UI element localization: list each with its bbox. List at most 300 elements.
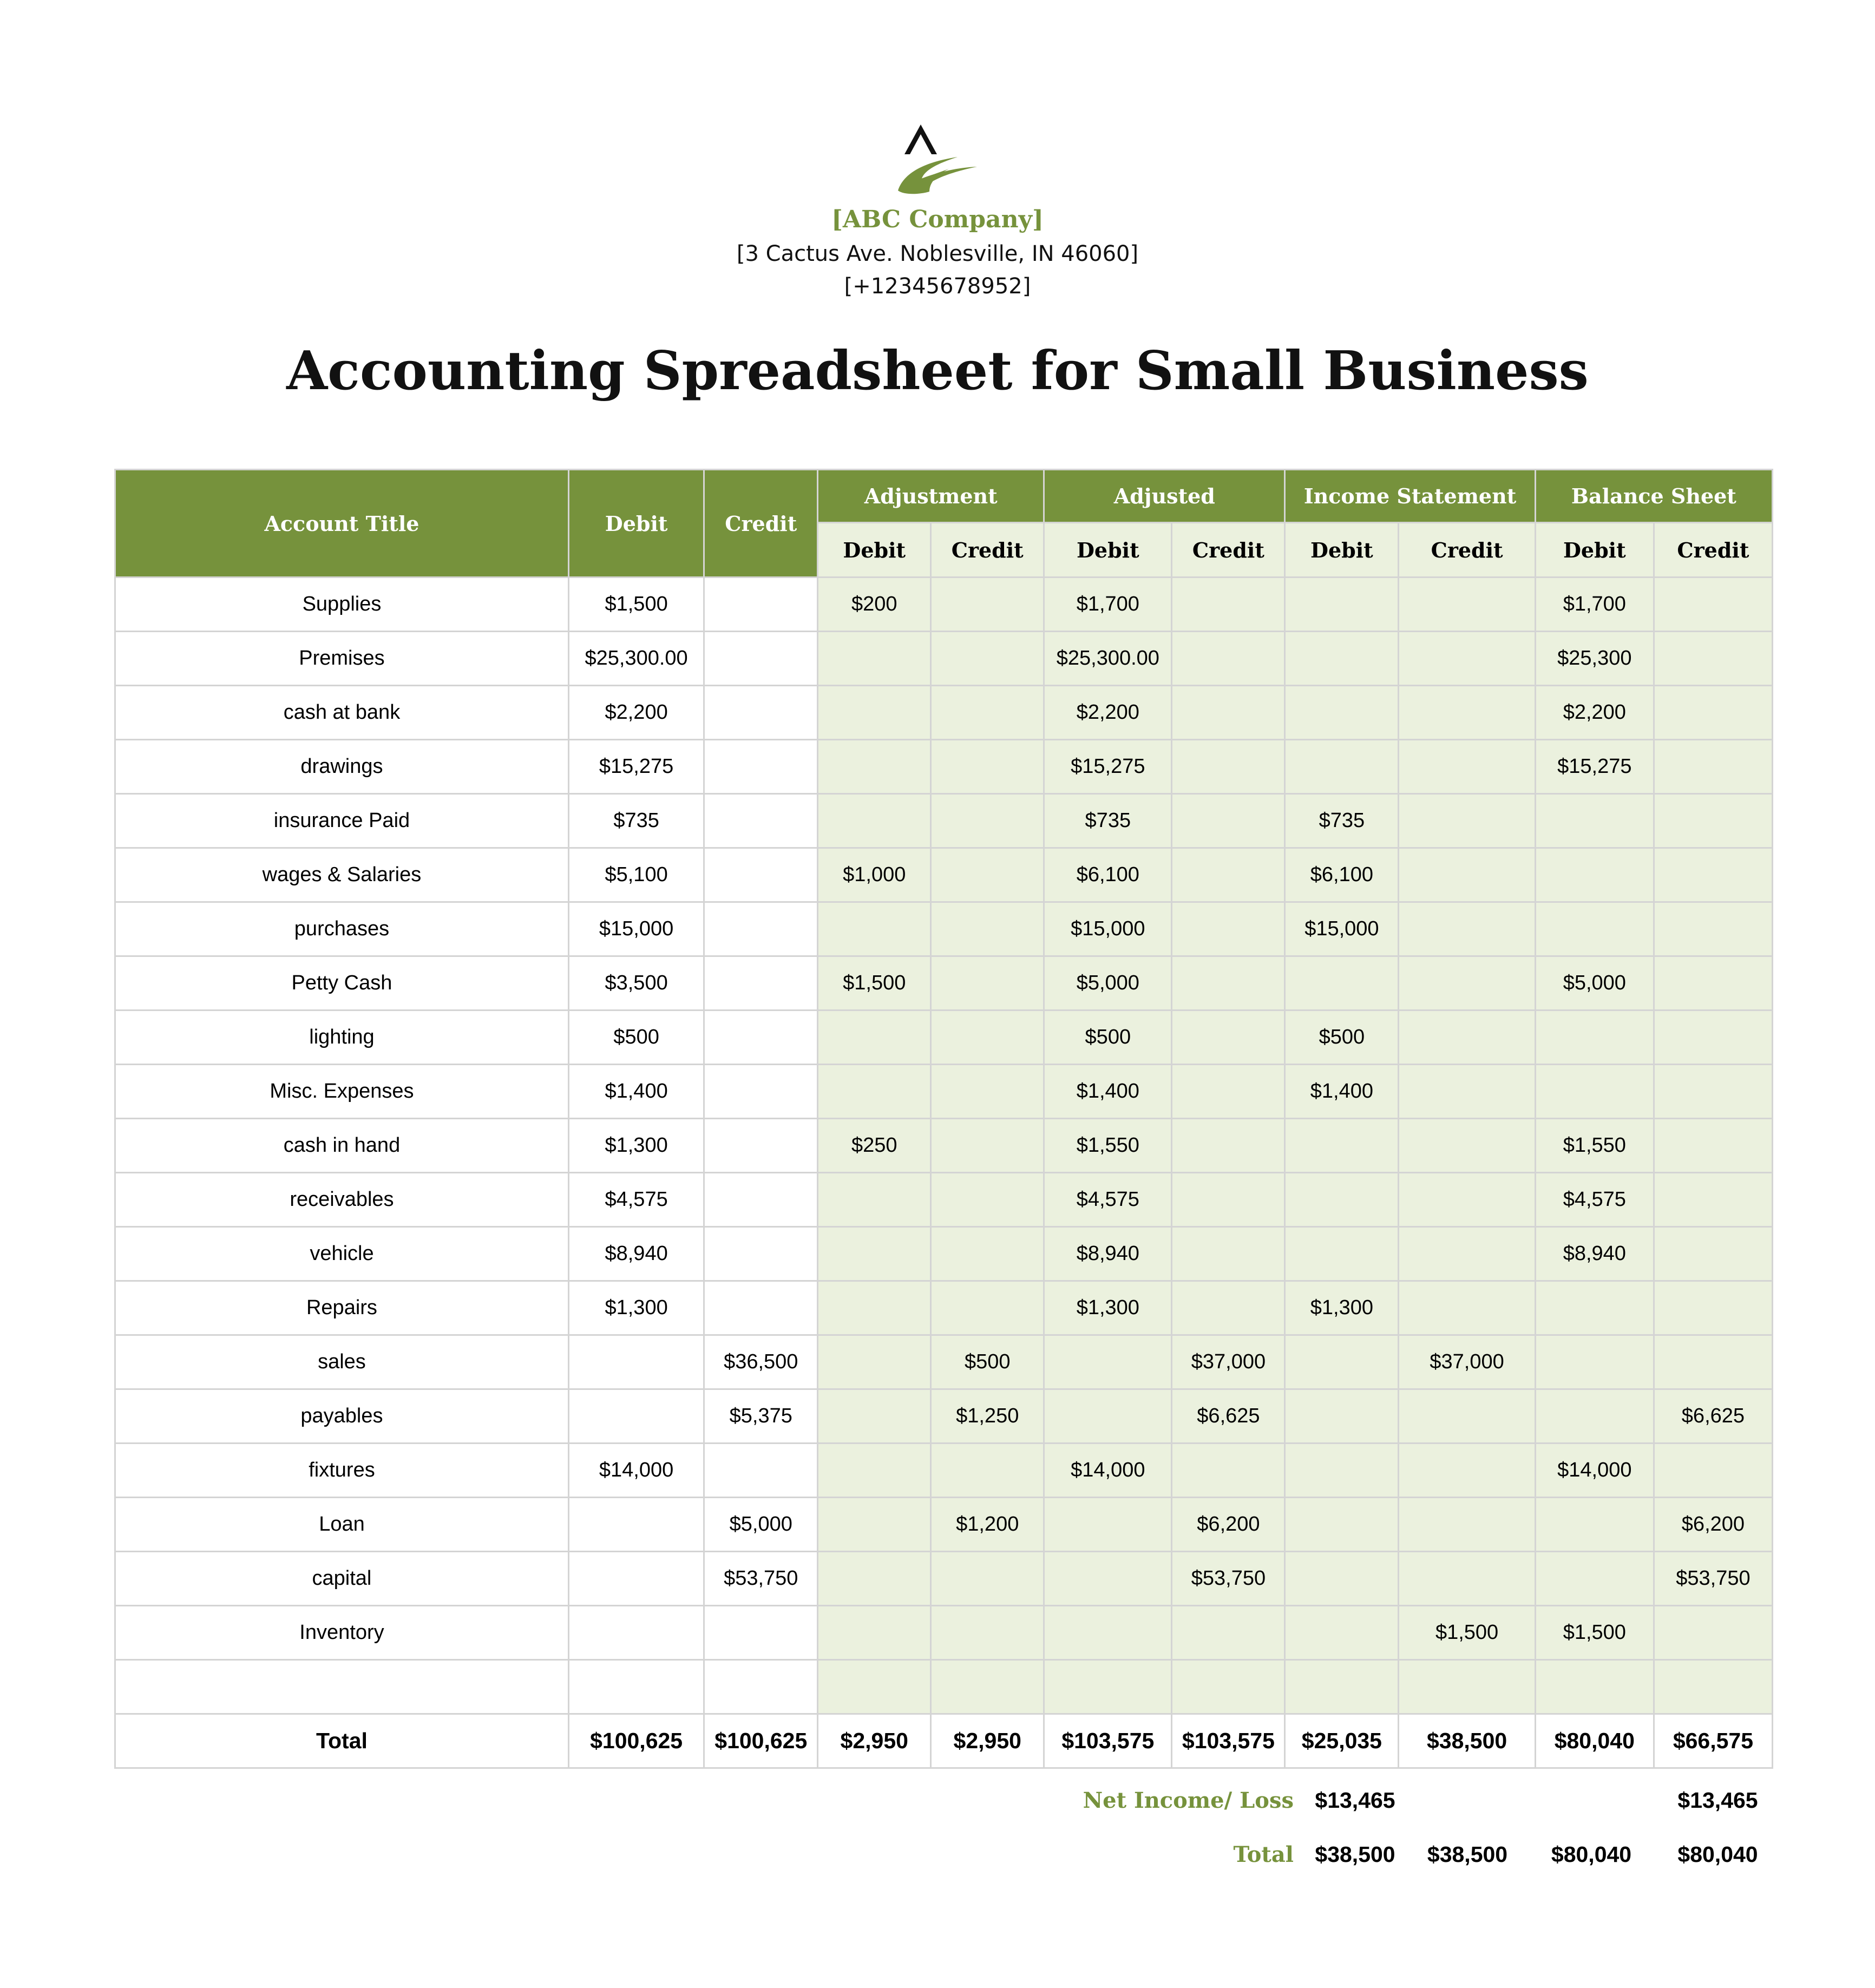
amount-cell: $500: [1285, 1011, 1399, 1065]
amount-cell: [704, 1173, 818, 1227]
amount-cell: $15,275: [1044, 740, 1172, 794]
amount-cell: $500: [931, 1335, 1044, 1389]
amount-cell: [1654, 1606, 1772, 1660]
account-title-cell: payables: [115, 1389, 569, 1444]
amount-cell: [931, 902, 1044, 956]
amount-cell: [1654, 1173, 1772, 1227]
amount-cell: $15,000: [568, 902, 704, 956]
amount-cell: [1654, 1065, 1772, 1119]
amount-cell: $2,200: [568, 686, 704, 740]
summary-total-value: $80,040: [1551, 1841, 1632, 1867]
amount-cell: [818, 1606, 931, 1660]
company-phone: [+12345678952]: [844, 274, 1031, 299]
amount-cell: $8,940: [568, 1227, 704, 1281]
amount-cell: [818, 1335, 931, 1389]
total-cell: $103,575: [1044, 1714, 1172, 1768]
amount-cell: [704, 578, 818, 632]
amount-cell: [1044, 1552, 1172, 1606]
page-title: Accounting Spreadsheet for Small Business: [286, 340, 1589, 402]
amount-cell: $1,500: [818, 956, 931, 1011]
amount-cell: [1399, 1552, 1535, 1606]
amount-cell: [704, 1119, 818, 1173]
amount-cell: [704, 1011, 818, 1065]
amount-cell: $1,400: [1044, 1065, 1172, 1119]
amount-cell: $53,750: [1172, 1552, 1285, 1606]
account-title-cell: Misc. Expenses: [115, 1065, 569, 1119]
amount-cell: $1,300: [1285, 1281, 1399, 1335]
amount-cell: [1654, 902, 1772, 956]
amount-cell: [931, 1065, 1044, 1119]
total-label: Total: [115, 1714, 569, 1768]
amount-cell: $5,000: [704, 1498, 818, 1552]
amount-cell: [1172, 1281, 1285, 1335]
amount-cell: [1172, 848, 1285, 902]
amount-cell: $735: [568, 794, 704, 848]
header-balance-sheet: Balance Sheet: [1535, 470, 1772, 523]
amount-cell: $8,940: [1044, 1227, 1172, 1281]
header-adjustment-debit: Debit: [818, 523, 931, 578]
amount-cell: [1172, 794, 1285, 848]
table-row: [115, 1660, 1773, 1714]
header-account-title: Account Title: [115, 470, 569, 578]
total-cell: $38,500: [1399, 1714, 1535, 1768]
amount-cell: [1399, 1011, 1535, 1065]
amount-cell: $1,300: [568, 1119, 704, 1173]
amount-cell: [931, 848, 1044, 902]
amount-cell: $1,500: [1399, 1606, 1535, 1660]
header-adjustment-credit: Credit: [931, 523, 1044, 578]
amount-cell: $6,625: [1654, 1389, 1772, 1444]
amount-cell: $1,500: [1535, 1606, 1654, 1660]
amount-cell: [1285, 1389, 1399, 1444]
amount-cell: $200: [818, 578, 931, 632]
table-body: [115, 578, 1773, 1768]
table-row: [115, 632, 1773, 686]
amount-cell: [1654, 578, 1772, 632]
amount-cell: [1399, 1065, 1535, 1119]
amount-cell: [1535, 1389, 1654, 1444]
amount-cell: [1535, 1011, 1654, 1065]
amount-cell: $3,500: [568, 956, 704, 1011]
account-title-cell: wages & Salaries: [115, 848, 569, 902]
amount-cell: [1535, 1281, 1654, 1335]
header-balance-credit: Credit: [1654, 523, 1772, 578]
header-adjustment: Adjustment: [818, 470, 1044, 523]
amount-cell: [1399, 902, 1535, 956]
amount-cell: $1,400: [1285, 1065, 1399, 1119]
amount-cell: [818, 1552, 931, 1606]
amount-cell: [1399, 1444, 1535, 1498]
summary-total-value: $80,040: [1677, 1841, 1758, 1867]
amount-cell: [1535, 1552, 1654, 1606]
amount-cell: [931, 1552, 1044, 1606]
amount-cell: [1285, 578, 1399, 632]
amount-cell: $1,300: [568, 1281, 704, 1335]
amount-cell: [931, 1606, 1044, 1660]
amount-cell: [1654, 686, 1772, 740]
amount-cell: [931, 632, 1044, 686]
account-title-cell: Inventory: [115, 1606, 569, 1660]
amount-cell: [818, 1281, 931, 1335]
amount-cell: [1172, 1173, 1285, 1227]
amount-cell: $1,000: [818, 848, 931, 902]
amount-cell: $14,000: [568, 1444, 704, 1498]
amount-cell: [818, 1173, 931, 1227]
amount-cell: [1285, 632, 1399, 686]
header-adjusted-credit: Credit: [1172, 523, 1285, 578]
amount-cell: [1654, 1281, 1772, 1335]
amount-cell: [1172, 1606, 1285, 1660]
account-title-cell: purchases: [115, 902, 569, 956]
net-income-label: Net Income/ Loss: [1083, 1787, 1294, 1813]
amount-cell: [1399, 1119, 1535, 1173]
amount-cell: $5,000: [1535, 956, 1654, 1011]
amount-cell: [818, 794, 931, 848]
amount-cell: [1399, 1281, 1535, 1335]
amount-cell: [1172, 1444, 1285, 1498]
amount-cell: [1285, 1335, 1399, 1389]
account-title-cell: sales: [115, 1335, 569, 1389]
amount-cell: $6,200: [1654, 1498, 1772, 1552]
amount-cell: [1535, 902, 1654, 956]
account-title-cell: cash at bank: [115, 686, 569, 740]
company-address: [3 Cactus Ave. Noblesville, IN 46060]: [736, 241, 1139, 266]
account-title-cell: insurance Paid: [115, 794, 569, 848]
table-row: [115, 1065, 1773, 1119]
amount-cell: [1172, 1119, 1285, 1173]
table-row: [115, 1011, 1773, 1065]
amount-cell: [818, 1498, 931, 1552]
amount-cell: $1,550: [1044, 1119, 1172, 1173]
amount-cell: [931, 578, 1044, 632]
table-row: [115, 1606, 1773, 1660]
table-row: [115, 1173, 1773, 1227]
amount-cell: $5,100: [568, 848, 704, 902]
amount-cell: [931, 956, 1044, 1011]
amount-cell: [1654, 1335, 1772, 1389]
table-row: [115, 1389, 1773, 1444]
amount-cell: $14,000: [1535, 1444, 1654, 1498]
amount-cell: [1654, 1011, 1772, 1065]
amount-cell: [1172, 632, 1285, 686]
amount-cell: [568, 1552, 704, 1606]
amount-cell: [1399, 686, 1535, 740]
header-adjusted-debit: Debit: [1044, 523, 1172, 578]
amount-cell: $6,200: [1172, 1498, 1285, 1552]
amount-cell: $4,575: [1535, 1173, 1654, 1227]
net-income-value: $13,465: [1315, 1787, 1395, 1813]
table-row: [115, 1552, 1773, 1606]
amount-cell: $53,750: [704, 1552, 818, 1606]
amount-cell: $1,700: [1535, 578, 1654, 632]
amount-cell: [704, 902, 818, 956]
amount-cell: [931, 1660, 1044, 1714]
amount-cell: [818, 740, 931, 794]
amount-cell: $53,750: [1654, 1552, 1772, 1606]
amount-cell: $15,000: [1044, 902, 1172, 956]
amount-cell: [1654, 848, 1772, 902]
table-row: [115, 578, 1773, 632]
table-row: [115, 1498, 1773, 1552]
amount-cell: $37,000: [1399, 1335, 1535, 1389]
amount-cell: [704, 1281, 818, 1335]
table-row: [115, 686, 1773, 740]
amount-cell: [931, 1281, 1044, 1335]
amount-cell: [1285, 1444, 1399, 1498]
amount-cell: [1399, 1660, 1535, 1714]
amount-cell: [818, 902, 931, 956]
total-cell: $80,040: [1535, 1714, 1654, 1768]
amount-cell: [1285, 1660, 1399, 1714]
amount-cell: [1654, 1660, 1772, 1714]
total-cell: $100,625: [704, 1714, 818, 1768]
amount-cell: [1399, 740, 1535, 794]
account-title-cell: drawings: [115, 740, 569, 794]
amount-cell: [704, 740, 818, 794]
amount-cell: [1535, 794, 1654, 848]
amount-cell: [1285, 1227, 1399, 1281]
amount-cell: [1399, 848, 1535, 902]
header-balance-debit: Debit: [1535, 523, 1654, 578]
account-title-cell: Supplies: [115, 578, 569, 632]
amount-cell: [1044, 1389, 1172, 1444]
amount-cell: [1172, 1660, 1285, 1714]
total-cell: $2,950: [818, 1714, 931, 1768]
amount-cell: [1654, 1444, 1772, 1498]
amount-cell: $25,300.00: [1044, 632, 1172, 686]
amount-cell: [931, 1011, 1044, 1065]
summary-total-value: $38,500: [1427, 1841, 1508, 1867]
amount-cell: [1285, 1606, 1399, 1660]
account-title-cell: cash in hand: [115, 1119, 569, 1173]
amount-cell: [1399, 632, 1535, 686]
amount-cell: [704, 686, 818, 740]
amount-cell: [704, 1065, 818, 1119]
amount-cell: $1,300: [1044, 1281, 1172, 1335]
amount-cell: $500: [568, 1011, 704, 1065]
amount-cell: $25,300.00: [568, 632, 704, 686]
amount-cell: $36,500: [704, 1335, 818, 1389]
amount-cell: [1285, 1498, 1399, 1552]
amount-cell: [818, 1444, 931, 1498]
net-income-value: [1524, 1773, 1659, 1827]
total-cell: $103,575: [1172, 1714, 1285, 1768]
amount-cell: [1172, 1011, 1285, 1065]
total-cell: $2,950: [931, 1714, 1044, 1768]
amount-cell: $1,500: [568, 578, 704, 632]
amount-cell: [568, 1335, 704, 1389]
amount-cell: [931, 1227, 1044, 1281]
amount-cell: $8,940: [1535, 1227, 1654, 1281]
amount-cell: $1,700: [1044, 578, 1172, 632]
table-row: [115, 1444, 1773, 1498]
amount-cell: [704, 1227, 818, 1281]
account-title-cell: fixtures: [115, 1444, 569, 1498]
amount-cell: [1535, 1065, 1654, 1119]
amount-cell: [1535, 1660, 1654, 1714]
amount-cell: $735: [1285, 794, 1399, 848]
account-title-cell: vehicle: [115, 1227, 569, 1281]
table-row: [115, 902, 1773, 956]
amount-cell: [931, 1173, 1044, 1227]
amount-cell: [704, 1606, 818, 1660]
amount-cell: $250: [818, 1119, 931, 1173]
header-credit: Credit: [704, 470, 818, 578]
header-row-groups: [115, 470, 1773, 523]
amount-cell: [1654, 794, 1772, 848]
summary-total-row: [1072, 1827, 1776, 1881]
header-adjusted: Adjusted: [1044, 470, 1285, 523]
amount-cell: [931, 686, 1044, 740]
amount-cell: [1535, 1335, 1654, 1389]
amount-cell: [1285, 1552, 1399, 1606]
amount-cell: [818, 1389, 931, 1444]
amount-cell: [818, 1227, 931, 1281]
amount-cell: [1399, 1498, 1535, 1552]
summary-total-value: $38,500: [1315, 1841, 1395, 1867]
net-income-value: [1411, 1773, 1524, 1827]
amount-cell: [818, 1065, 931, 1119]
header-income-credit: Credit: [1399, 523, 1535, 578]
amount-cell: [704, 848, 818, 902]
amount-cell: $1,400: [568, 1065, 704, 1119]
amount-cell: [818, 632, 931, 686]
account-title-cell: capital: [115, 1552, 569, 1606]
amount-cell: $6,100: [1285, 848, 1399, 902]
amount-cell: [704, 632, 818, 686]
account-title-cell: receivables: [115, 1173, 569, 1227]
table-row: [115, 740, 1773, 794]
amount-cell: [568, 1660, 704, 1714]
amount-cell: [1399, 956, 1535, 1011]
amount-cell: [818, 686, 931, 740]
amount-cell: [1172, 686, 1285, 740]
table-row: [115, 956, 1773, 1011]
summary-total-label: Total: [1233, 1841, 1294, 1867]
table-row: [115, 794, 1773, 848]
total-cell: $100,625: [568, 1714, 704, 1768]
amount-cell: [1399, 1227, 1535, 1281]
amount-cell: $25,300: [1535, 632, 1654, 686]
amount-cell: [1172, 740, 1285, 794]
account-title-cell: Repairs: [115, 1281, 569, 1335]
account-title-cell: [115, 1660, 569, 1714]
amount-cell: [568, 1389, 704, 1444]
amount-cell: [818, 1660, 931, 1714]
amount-cell: [1044, 1498, 1172, 1552]
table-row: [115, 1119, 1773, 1173]
amount-cell: $5,000: [1044, 956, 1172, 1011]
amount-cell: [1399, 1173, 1535, 1227]
amount-cell: $15,275: [568, 740, 704, 794]
amount-cell: [1285, 1173, 1399, 1227]
amount-cell: [568, 1606, 704, 1660]
company-name: [ABC Company]: [831, 206, 1044, 233]
amount-cell: [1654, 632, 1772, 686]
amount-cell: [1044, 1335, 1172, 1389]
amount-cell: [1285, 1119, 1399, 1173]
net-income-value: $13,465: [1677, 1787, 1758, 1813]
amount-cell: $1,200: [931, 1498, 1044, 1552]
total-row: [115, 1714, 1773, 1768]
amount-cell: [568, 1498, 704, 1552]
amount-cell: [704, 794, 818, 848]
account-title-cell: Premises: [115, 632, 569, 686]
net-income-row: [1072, 1773, 1776, 1827]
amount-cell: [1044, 1606, 1172, 1660]
amount-cell: [1654, 1227, 1772, 1281]
amount-cell: $500: [1044, 1011, 1172, 1065]
amount-cell: $1,250: [931, 1389, 1044, 1444]
account-title-cell: Petty Cash: [115, 956, 569, 1011]
total-cell: $66,575: [1654, 1714, 1772, 1768]
header-income-statement: Income Statement: [1285, 470, 1535, 523]
amount-cell: [1172, 578, 1285, 632]
amount-cell: $2,200: [1044, 686, 1172, 740]
amount-cell: [1172, 1065, 1285, 1119]
amount-cell: [1399, 578, 1535, 632]
amount-cell: $6,625: [1172, 1389, 1285, 1444]
amount-cell: [1535, 848, 1654, 902]
amount-cell: $1,550: [1535, 1119, 1654, 1173]
amount-cell: [931, 1444, 1044, 1498]
amount-cell: $14,000: [1044, 1444, 1172, 1498]
amount-cell: $6,100: [1044, 848, 1172, 902]
header-income-debit: Debit: [1285, 523, 1399, 578]
total-cell: $25,035: [1285, 1714, 1399, 1768]
abc-company-logo-icon: [897, 119, 978, 200]
amount-cell: [1654, 1119, 1772, 1173]
amount-cell: [704, 956, 818, 1011]
table-row: [115, 1227, 1773, 1281]
amount-cell: [1399, 794, 1535, 848]
amount-cell: $4,575: [568, 1173, 704, 1227]
amount-cell: [1654, 956, 1772, 1011]
amount-cell: $4,575: [1044, 1173, 1172, 1227]
account-title-cell: Loan: [115, 1498, 569, 1552]
account-title-cell: lighting: [115, 1011, 569, 1065]
amount-cell: $15,275: [1535, 740, 1654, 794]
amount-cell: $2,200: [1535, 686, 1654, 740]
amount-cell: [1285, 956, 1399, 1011]
amount-cell: [704, 1444, 818, 1498]
table-row: [115, 1281, 1773, 1335]
amount-cell: [1285, 686, 1399, 740]
amount-cell: [1399, 1389, 1535, 1444]
accounting-table: [114, 469, 1773, 1769]
amount-cell: $37,000: [1172, 1335, 1285, 1389]
summary-table: [1072, 1773, 1776, 1881]
amount-cell: [1172, 956, 1285, 1011]
amount-cell: [1172, 902, 1285, 956]
amount-cell: $735: [1044, 794, 1172, 848]
amount-cell: [931, 794, 1044, 848]
table-row: [115, 1335, 1773, 1389]
header-debit: Debit: [568, 470, 704, 578]
amount-cell: [818, 1011, 931, 1065]
amount-cell: [931, 1119, 1044, 1173]
amount-cell: [1172, 1227, 1285, 1281]
amount-cell: [704, 1660, 818, 1714]
amount-cell: [1535, 1498, 1654, 1552]
amount-cell: [1044, 1660, 1172, 1714]
amount-cell: [1654, 740, 1772, 794]
amount-cell: $5,375: [704, 1389, 818, 1444]
amount-cell: [931, 740, 1044, 794]
amount-cell: $15,000: [1285, 902, 1399, 956]
table-row: [115, 848, 1773, 902]
amount-cell: [1285, 740, 1399, 794]
